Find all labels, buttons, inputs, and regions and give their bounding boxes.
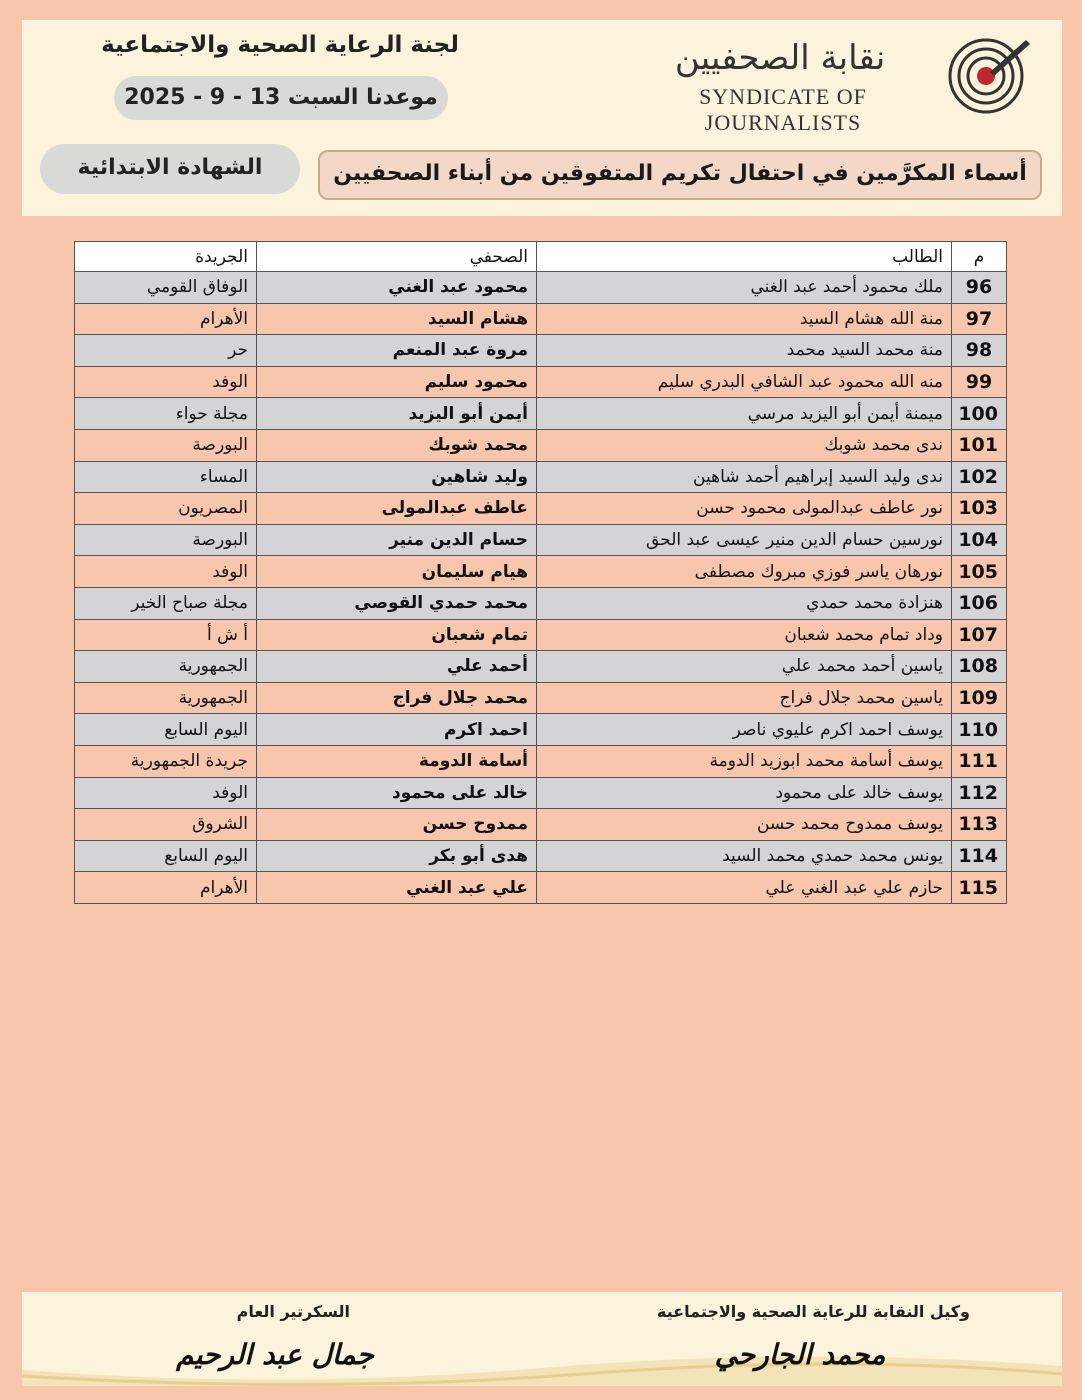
student-name: ياسين محمد جلال فراج <box>537 682 952 714</box>
row-number: 102 <box>952 461 1007 493</box>
student-name: منه الله محمود عبد الشافي البدري سليم <box>537 366 952 398</box>
row-number: 109 <box>952 682 1007 714</box>
row-number: 112 <box>952 777 1007 809</box>
student-name: نورسين حسام الدين منير عيسى عبد الحق <box>537 524 952 556</box>
committee-title: لجنة الرعاية الصحية والاجتماعية <box>101 32 459 58</box>
newspaper-name: اليوم السابع <box>75 840 257 872</box>
journalist-name: محمود عبد الغني <box>257 272 537 304</box>
table-row <box>75 461 1007 493</box>
student-name: يونس محمد حمدي محمد السيد <box>537 840 952 872</box>
newspaper-name: الوفاق القومي <box>75 272 257 304</box>
newspaper-name: جريدة الجمهورية <box>75 745 257 777</box>
table-row <box>75 335 1007 367</box>
header-newspaper: الجريدة <box>75 242 257 272</box>
table-row <box>75 619 1007 651</box>
journalist-name: وليد شاهين <box>257 461 537 493</box>
table-row <box>75 429 1007 461</box>
student-name: ميمنة أيمن أبو اليزيد مرسي <box>537 398 952 430</box>
journalist-name: محمد شوبك <box>257 429 537 461</box>
student-name: منة الله هشام السيد <box>537 303 952 335</box>
student-name: ملك محمود أحمد عبد الغني <box>537 272 952 304</box>
journalist-name: هشام السيد <box>257 303 537 335</box>
journalist-name: ممدوح حسن <box>257 809 537 841</box>
header-student: الطالب <box>537 242 952 272</box>
row-number: 96 <box>952 272 1007 304</box>
newspaper-name: الأهرام <box>75 872 257 904</box>
newspaper-name: أ ش أ <box>75 619 257 651</box>
page-title: أسماء المكرَّمين في احتفال تكريم المتفوقين من أبناء الصحفيين <box>318 150 1042 200</box>
newspaper-name: اليوم السابع <box>75 714 257 746</box>
table-row <box>75 398 1007 430</box>
row-number: 103 <box>952 493 1007 525</box>
table-row <box>75 524 1007 556</box>
journalist-name: أيمن أبو اليزيد <box>257 398 537 430</box>
journalist-name: أسامة الدومة <box>257 745 537 777</box>
journalist-name: محمد حمدي القوصي <box>257 587 537 619</box>
table-row <box>75 714 1007 746</box>
row-number: 108 <box>952 651 1007 683</box>
table-row <box>75 840 1007 872</box>
newspaper-name: مجلة صباح الخير <box>75 587 257 619</box>
newspaper-name: الجمهورية <box>75 682 257 714</box>
table-row <box>75 587 1007 619</box>
newspaper-name: المساء <box>75 461 257 493</box>
row-number: 101 <box>952 429 1007 461</box>
journalist-name: احمد اكرم <box>257 714 537 746</box>
student-name: وداد تمام محمد شعبان <box>537 619 952 651</box>
student-name: حازم علي عبد الغني علي <box>537 872 952 904</box>
header-journalist: الصحفي <box>257 242 537 272</box>
row-number: 100 <box>952 398 1007 430</box>
signatory-right-signature: محمد الجارحي <box>714 1338 886 1371</box>
journalist-name: علي عبد الغني <box>257 872 537 904</box>
journalist-name: عاطف عبدالمولى <box>257 493 537 525</box>
row-number: 98 <box>952 335 1007 367</box>
newspaper-name: الأهرام <box>75 303 257 335</box>
row-number: 115 <box>952 872 1007 904</box>
newspaper-name: الجمهورية <box>75 651 257 683</box>
journalist-name: أحمد علي <box>257 651 537 683</box>
certificate-label: الشهادة الابتدائية <box>40 144 300 194</box>
student-name: نورهان ياسر فوزي مبروك مصطفى <box>537 556 952 588</box>
table-row <box>75 493 1007 525</box>
table-row <box>75 809 1007 841</box>
header-num: م <box>952 242 1007 272</box>
signatory-right-title: وكيل النقابة للرعاية الصحية والاجتماعية <box>656 1302 970 1321</box>
student-name: يوسف خالد على محمود <box>537 777 952 809</box>
journalist-name: هيام سليمان <box>257 556 537 588</box>
newspaper-name: الوفد <box>75 777 257 809</box>
signatory-left-signature: جمال عبد الرحيم <box>176 1338 374 1371</box>
row-number: 97 <box>952 303 1007 335</box>
journalist-name: محمود سليم <box>257 366 537 398</box>
signatory-left-title: السكرتير العام <box>236 1302 350 1321</box>
event-date: موعدنا السبت 13 - 9 - 2025 <box>114 76 448 120</box>
table-row <box>75 651 1007 683</box>
journalist-name: هدى أبو بكر <box>257 840 537 872</box>
row-number: 110 <box>952 714 1007 746</box>
table-row <box>75 745 1007 777</box>
table-row <box>75 272 1007 304</box>
brand-arabic: نقابة الصحفيين <box>674 38 886 78</box>
newspaper-name: حر <box>75 335 257 367</box>
student-name: هنزادة محمد حمدي <box>537 587 952 619</box>
journalist-name: مروة عبد المنعم <box>257 335 537 367</box>
journalist-name: محمد جلال فراج <box>257 682 537 714</box>
table-row <box>75 556 1007 588</box>
student-name: يوسف ممدوح محمد حسن <box>537 809 952 841</box>
newspaper-name: البورصة <box>75 524 257 556</box>
row-number: 99 <box>952 366 1007 398</box>
table-row <box>75 872 1007 904</box>
honorees-table <box>74 241 1007 904</box>
brand-english: SYNDICATE OF JOURNALISTS <box>699 84 867 135</box>
newspaper-name: المصريون <box>75 493 257 525</box>
table-row <box>75 682 1007 714</box>
row-number: 106 <box>952 587 1007 619</box>
student-name: ندى محمد شوبك <box>537 429 952 461</box>
newspaper-name: الشروق <box>75 809 257 841</box>
row-number: 114 <box>952 840 1007 872</box>
newspaper-name: البورصة <box>75 429 257 461</box>
row-number: 104 <box>952 524 1007 556</box>
student-name: منة محمد السيد محمد <box>537 335 952 367</box>
table-row <box>75 366 1007 398</box>
student-name: ياسين أحمد محمد علي <box>537 651 952 683</box>
table-row <box>75 777 1007 809</box>
journalist-name: تمام شعبان <box>257 619 537 651</box>
student-name: يوسف أسامة محمد ابوزيد الدومة <box>537 745 952 777</box>
row-number: 105 <box>952 556 1007 588</box>
journalist-name: خالد على محمود <box>257 777 537 809</box>
row-number: 113 <box>952 809 1007 841</box>
newspaper-name: الوفد <box>75 366 257 398</box>
syndicate-logo-icon <box>946 30 1032 116</box>
row-number: 107 <box>952 619 1007 651</box>
student-name: يوسف احمد اكرم عليوي ناصر <box>537 714 952 746</box>
row-number: 111 <box>952 745 1007 777</box>
student-name: ندى وليد السيد إبراهيم أحمد شاهين <box>537 461 952 493</box>
table-header-row <box>75 242 1007 272</box>
newspaper-name: الوفد <box>75 556 257 588</box>
journalist-name: حسام الدين منير <box>257 524 537 556</box>
table-row <box>75 303 1007 335</box>
newspaper-name: مجلة حواء <box>75 398 257 430</box>
student-name: نور عاطف عبدالمولى محمود حسن <box>537 493 952 525</box>
